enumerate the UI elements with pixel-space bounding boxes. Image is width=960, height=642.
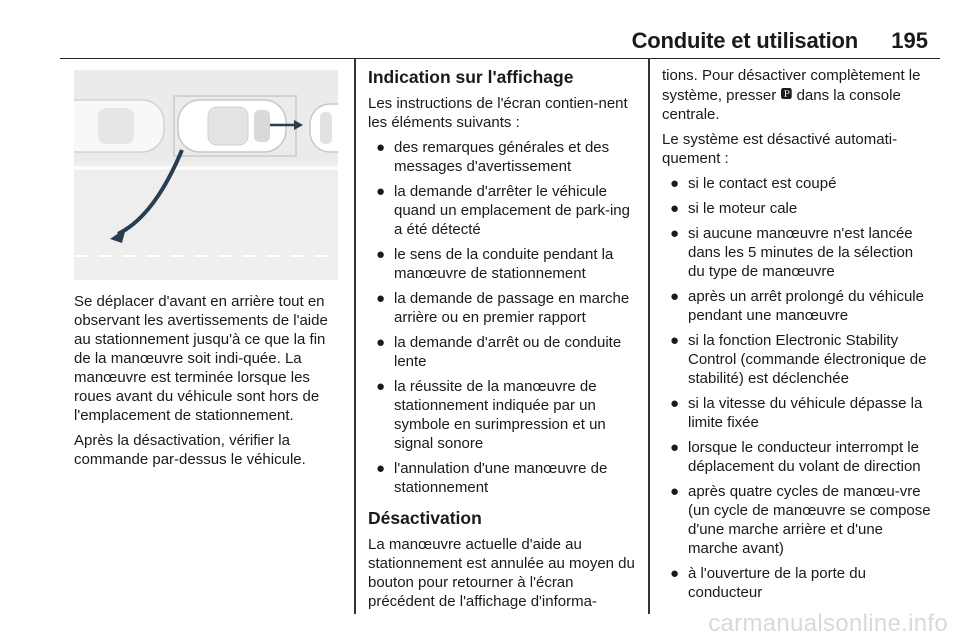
- list-item: ● à l'ouverture de la porte du conducteur: [670, 565, 866, 601]
- list-item: ● l'annulation d'une manœuvre de stationnement: [376, 460, 608, 496]
- list-item: ● la demande de passage en marche arrière ou en premier rapport: [376, 290, 630, 326]
- list-item: ● si le moteur cale: [670, 200, 798, 217]
- list-item: ● la demande d'arrêt ou de conduite lente: [376, 334, 622, 370]
- paragraph: Les instructions de l'écran contien-nent les éléments suivants :: [368, 95, 628, 131]
- column-divider: [354, 58, 356, 614]
- parking-assist-icon: 🅿: [780, 87, 793, 101]
- list-item: ● si la fonction Electronic Stability Control (commande électronique de stabilité) est déclenchée: [670, 332, 927, 387]
- paragraph: Se déplacer d'avant en arrière tout en observant les avertissements de l'aide au stationnement jusqu'à ce que la fin de la manœuvre soit indi-quée. La manœuvre est terminée lorsque les roues avant du véhicule sont hors de l'emplacement de stationnement.: [74, 293, 328, 424]
- list-item: ● après un arrêt prolongé du véhicule pendant une manœuvre: [670, 288, 924, 324]
- bullet-list: [662, 174, 932, 602]
- list-item: ● si la vitesse du véhicule dépasse la limite fixée: [670, 395, 923, 431]
- heading-deactivation: Désactivation: [368, 508, 482, 528]
- paragraph: La manœuvre actuelle d'aide au stationnement est annulée au moyen du bouton pour retourner à l'écran précédent de l'affichage d'informa-: [368, 536, 635, 610]
- list-item: ● si aucune manœuvre n'est lancée dans les 5 minutes de la sélection du type de manœuvre: [670, 225, 914, 280]
- list-item: ● lorsque le conducteur interrompt le déplacement du volant de direction: [670, 439, 921, 475]
- column-right: [662, 58, 930, 614]
- page-header: [60, 22, 940, 59]
- column-left: [74, 58, 346, 614]
- bullet-list: [368, 138, 636, 497]
- heading-display-indication: Indication sur l'affichage: [368, 67, 574, 87]
- watermark: carmanualsonline.info: [708, 610, 948, 637]
- paragraph: tions. Pour désactiver complètement le système, presser 🅿 dans la console centrale.: [662, 67, 921, 123]
- column-divider: [648, 58, 650, 614]
- list-item: ● la demande d'arrêter le véhicule quand un emplacement de park-ing a été détecté: [376, 183, 630, 238]
- list-item: ● après quatre cycles de manœu-vre (un cycle de manœuvre se compose d'une marche arrière et d'une marche avant): [670, 483, 931, 557]
- page-number: 195: [891, 28, 928, 53]
- section-title: Conduite et utilisation: [631, 28, 858, 53]
- list-item: ● si le contact est coupé: [670, 175, 837, 192]
- list-item: ● le sens de la conduite pendant la manœuvre de stationnement: [376, 246, 614, 282]
- paragraph: Le système est désactivé automati-quement :: [662, 131, 898, 167]
- list-item: ● la réussite de la manœuvre de stationnement indiquée par un symbole en surimpression et un signal sonore: [376, 378, 606, 452]
- paragraph: Après la désactivation, vérifier la commande par-dessus le véhicule.: [74, 432, 306, 468]
- list-item: ● des remarques générales et des messages d'avertissement: [376, 139, 610, 175]
- column-middle: [368, 58, 636, 614]
